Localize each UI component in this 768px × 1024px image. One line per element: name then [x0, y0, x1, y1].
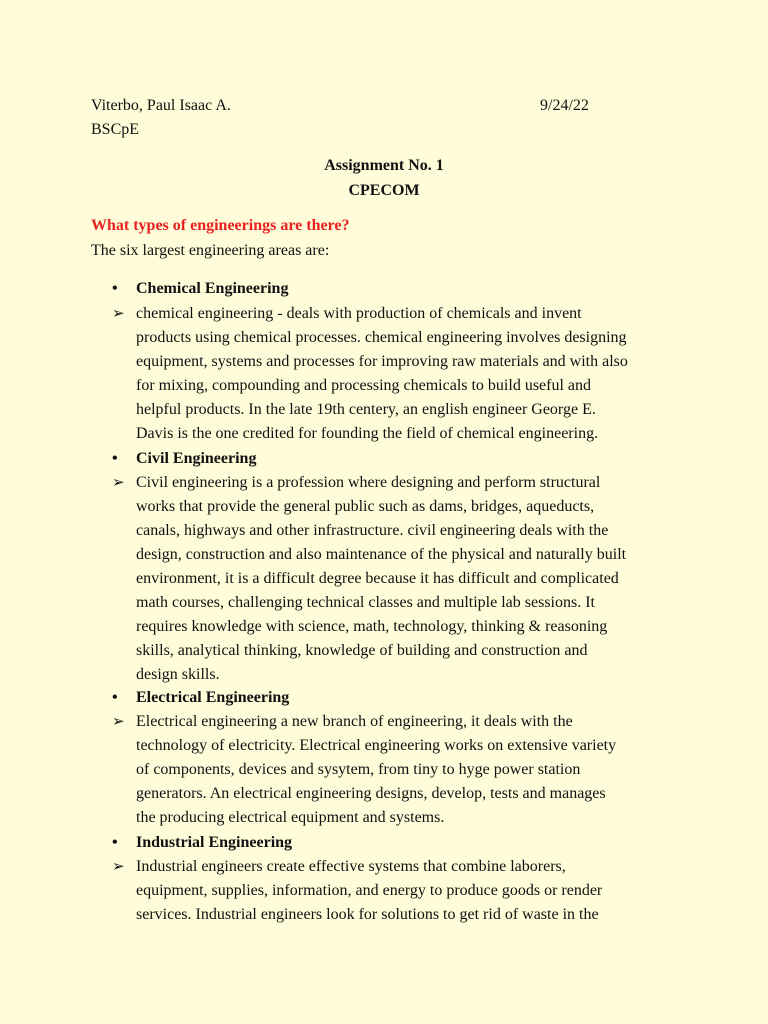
bullet-icon: •: [112, 280, 118, 297]
body-line: chemical engineering - deals with production of chemicals and invent: [136, 305, 582, 322]
bullet-icon: •: [112, 689, 118, 706]
intro-text: The six largest engineering areas are:: [91, 242, 330, 259]
body-line: requires knowledge with science, math, technology, thinking & reasoning: [136, 618, 608, 635]
body-line: equipment, supplies, information, and energy to produce goods or render: [136, 882, 603, 899]
body-line: generators. An electrical engineering designs, develop, tests and manages: [136, 785, 606, 802]
bullet-icon: •: [112, 834, 118, 851]
body-line: for mixing, compounding and processing chemicals to build useful and: [136, 377, 592, 394]
arrow-bullet-icon: ➢: [112, 714, 125, 730]
body-line: Electrical engineering a new branch of engineering, it deals with the: [136, 713, 573, 730]
subject-title: CPECOM: [348, 182, 420, 199]
body-line: math courses, challenging technical classes and multiple lab sessions. It: [136, 594, 595, 611]
body-line: design skills.: [136, 666, 220, 683]
body-line: skills, analytical thinking, knowledge of building and construction and: [136, 642, 588, 659]
arrow-bullet-icon: ➢: [112, 859, 125, 875]
body-line: technology of electricity. Electrical engineering works on extensive variety: [136, 737, 617, 754]
question-heading: What types of engineerings are there?: [91, 217, 350, 234]
body-line: of components, devices and sysytem, from tiny to hyge power station: [136, 761, 581, 778]
author-name: Viterbo, Paul Isaac A.: [91, 97, 231, 114]
body-line: equipment, systems and processes for improving raw materials and with also: [136, 353, 628, 370]
body-line: the producing electrical equipment and systems.: [136, 809, 445, 826]
bullet-icon: •: [112, 450, 118, 467]
body-line: canals, highways and other infrastructure. civil engineering deals with the: [136, 522, 609, 539]
body-line: products using chemical processes. chemical engineering involves designing: [136, 329, 627, 346]
section-heading-label: Industrial Engineering: [136, 834, 293, 851]
body-line: Davis is the one credited for founding the field of chemical engineering.: [136, 425, 599, 442]
body-line: works that provide the general public such as dams, bridges, aqueducts,: [136, 498, 595, 515]
body-line: services. Industrial engineers look for solutions to get rid of waste in the: [136, 906, 599, 923]
date: 9/24/22: [540, 97, 589, 114]
section-heading-label: Electrical Engineering: [136, 689, 290, 706]
body-line: design, construction and also maintenance of the physical and naturally built: [136, 546, 627, 563]
assignment-title: Assignment No. 1: [324, 157, 444, 174]
section-heading-label: Chemical Engineering: [136, 280, 289, 297]
body-line: Civil engineering is a profession where designing and perform structural: [136, 474, 601, 491]
body-line: environment, it is a difficult degree because it has difficult and complicated: [136, 570, 619, 587]
arrow-bullet-icon: ➢: [112, 475, 125, 491]
body-line: helpful products. In the late 19th centery, an english engineer George E.: [136, 401, 596, 418]
arrow-bullet-icon: ➢: [112, 306, 125, 322]
section-heading-label: Civil Engineering: [136, 450, 257, 467]
course: BSCpE: [91, 121, 140, 138]
body-line: Industrial engineers create effective systems that combine laborers,: [136, 858, 566, 875]
